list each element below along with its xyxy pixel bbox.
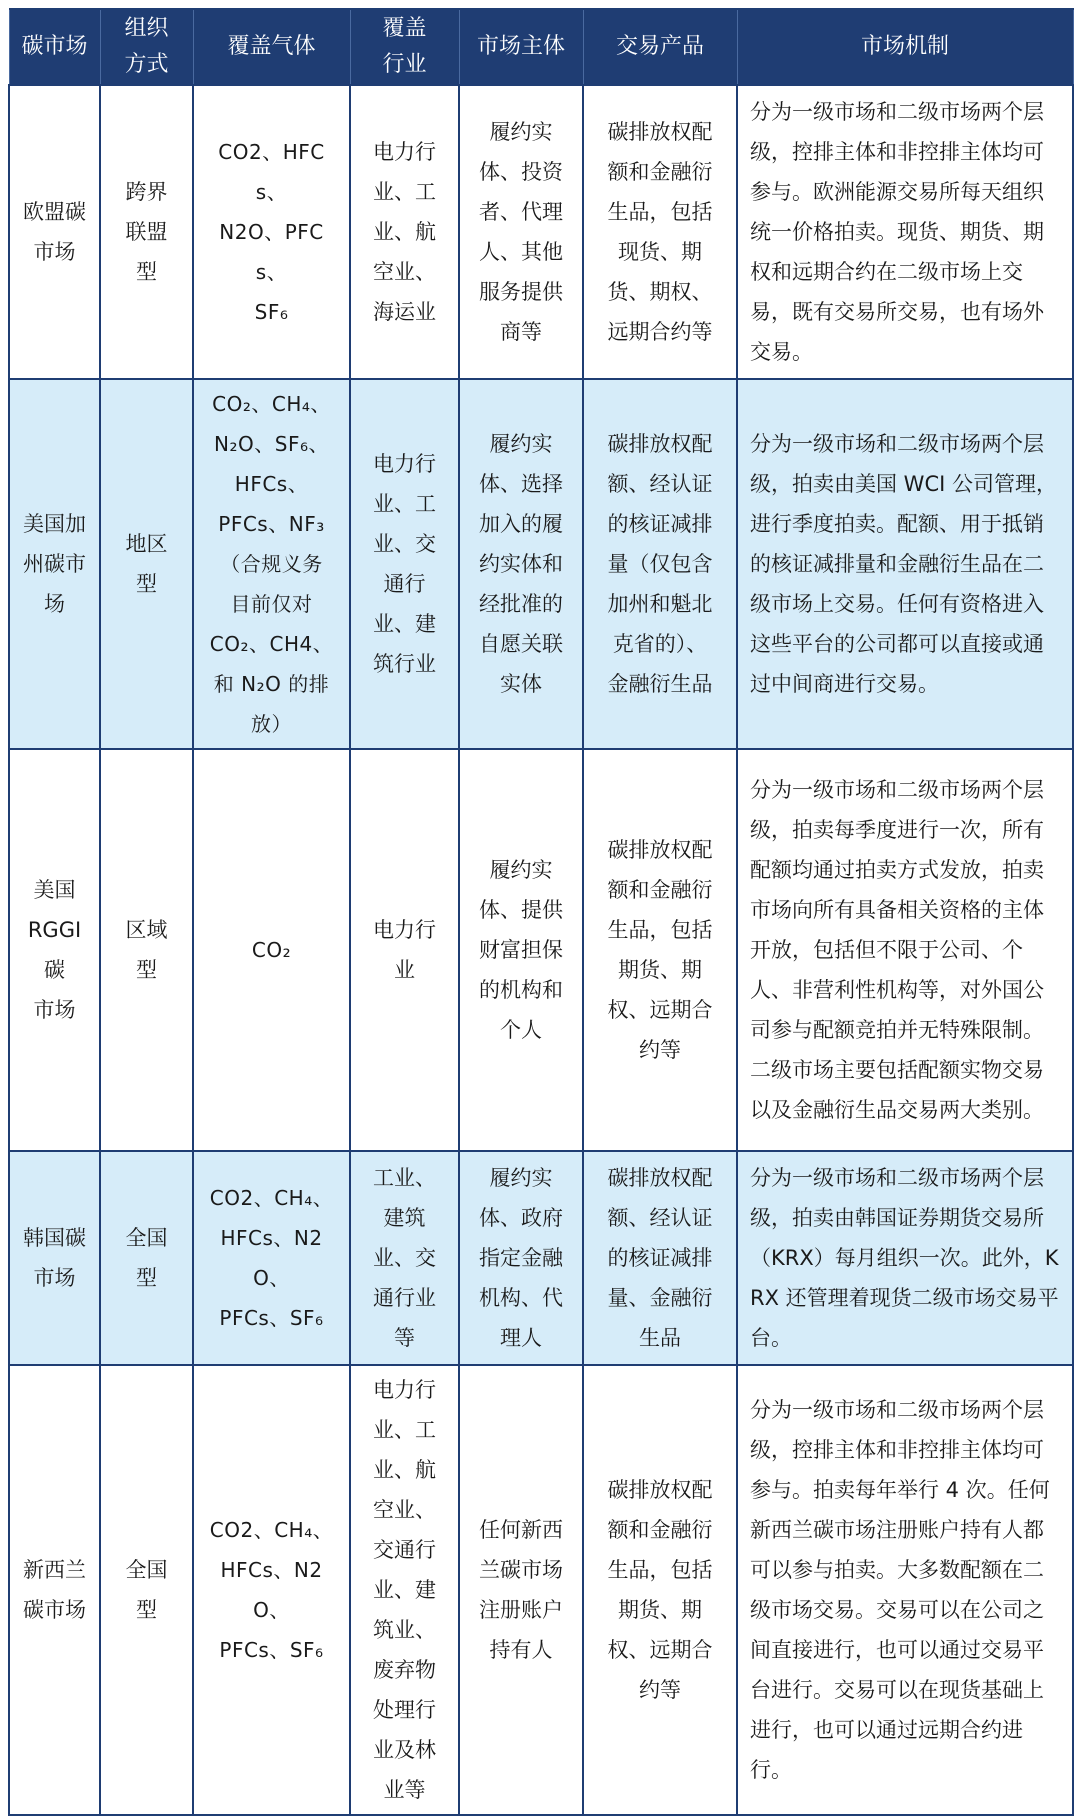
cell-mechanism: 分为一级市场和二级市场两个层级，控排主体和非控排主体均可参与。欧洲能源交易所每天组织统一价格拍卖。现货、期货、期权和远期合约在二级市场上交易，既有交易所交易，也有场外交易。 <box>737 85 1073 379</box>
carbon-market-comparison <box>8 8 1072 1816</box>
cell-market: 欧盟碳 市场 <box>9 85 100 379</box>
cell-gases: CO2、HFCs、 N2O、PFCs、 SF₆ <box>193 85 350 379</box>
cell-mechanism: 分为一级市场和二级市场两个层级，拍卖由美国 WCI 公司管理，进行季度拍卖。配额、用于抵销的核证减排量和金融衍生品在二级市场上交易。任何有资格进入这些平台的公司都可以直接或通过中间商进行交易。 <box>737 379 1073 749</box>
cell-gases: CO2、CH₄、 HFCs、N2O、 PFCs、SF₆ <box>193 1365 350 1815</box>
cell-industries: 电力行 业、工 业、交 通行 业、建 筑行业 <box>350 379 459 749</box>
cell-products: 碳排放权配 额、经认证 的核证减排 量、金融衍 生品 <box>583 1151 737 1365</box>
cell-industries: 电力行 业、工 业、航 空业、 海运业 <box>350 85 459 379</box>
cell-products: 碳排放权配 额和金融衍 生品，包括 期货、期 权、远期合 约等 <box>583 749 737 1151</box>
cell-market: 韩国碳 市场 <box>9 1151 100 1365</box>
cell-organization: 跨界 联盟 型 <box>100 85 193 379</box>
cell-participants: 履约实 体、投资 者、代理 人、其他 服务提供 商等 <box>459 85 583 379</box>
table-row <box>9 85 1073 379</box>
cell-market: 美国 RGGI 碳 市场 <box>9 749 100 1151</box>
header-gases: 覆盖气体 <box>193 9 350 85</box>
cell-industries: 工业、 建筑 业、交 通行业 等 <box>350 1151 459 1365</box>
cell-participants: 任何新西 兰碳市场 注册账户 持有人 <box>459 1365 583 1815</box>
cell-market: 新西兰 碳市场 <box>9 1365 100 1815</box>
cell-gases: CO2、CH₄、 HFCs、N2O、 PFCs、SF₆ <box>193 1151 350 1365</box>
header-products: 交易产品 <box>583 9 737 85</box>
cell-products: 碳排放权配 额和金融衍 生品，包括 期货、期 权、远期合 约等 <box>583 1365 737 1815</box>
cell-organization: 全国 型 <box>100 1151 193 1365</box>
cell-participants: 履约实 体、提供 财富担保 的机构和 个人 <box>459 749 583 1151</box>
cell-industries: 电力行 业、工 业、航 空业、 交通行 业、建 筑业、 废弃物 处理行 业及林 业等 <box>350 1365 459 1815</box>
cell-participants: 履约实 体、政府 指定金融 机构、代 理人 <box>459 1151 583 1365</box>
table-header <box>9 9 1073 85</box>
cell-gases: CO₂、CH₄、 N₂O、SF₆、 HFCs、 PFCs、NF₃ （合规义务 目前仅对 CO₂、CH4、 和 N₂O 的排 放） <box>193 379 350 749</box>
header-mechanism: 市场机制 <box>737 9 1073 85</box>
header-participants: 市场主体 <box>459 9 583 85</box>
table-row <box>9 1151 1073 1365</box>
header-organization: 组织 方式 <box>100 9 193 85</box>
cell-products: 碳排放权配 额、经认证 的核证减排 量（仅包含 加州和魁北 克省的）、 金融衍生品 <box>583 379 737 749</box>
cell-mechanism: 分为一级市场和二级市场两个层级，拍卖由韩国证券期货交易所（KRX）每月组织一次。此外，KRX 还管理着现货二级市场交易平台。 <box>737 1151 1073 1365</box>
carbon-market-table <box>8 8 1074 1816</box>
table-body <box>9 85 1073 1815</box>
cell-mechanism: 分为一级市场和二级市场两个层级，控排主体和非控排主体均可参与。拍卖每年举行 4 次。任何新西兰碳市场注册账户持有人都可以参与拍卖。大多数配额在二级市场交易。交易可以在公司之间直接进行，也可以通过交易平台进行。交易可以在现货基础上进行，也可以通过远期合约进行。 <box>737 1365 1073 1815</box>
table-row <box>9 1365 1073 1815</box>
cell-mechanism: 分为一级市场和二级市场两个层级，拍卖每季度进行一次，所有配额均通过拍卖方式发放，拍卖市场向所有具备相关资格的主体开放，包括但不限于公司、个人、非营利性机构等，对外国公司参与配额竞拍并无特殊限制。二级市场主要包括配额实物交易以及金融衍生品交易两大类别。 <box>737 749 1073 1151</box>
cell-products: 碳排放权配 额和金融衍 生品，包括 现货、期 货、期权、 远期合约等 <box>583 85 737 379</box>
cell-industries: 电力行 业 <box>350 749 459 1151</box>
cell-organization: 地区 型 <box>100 379 193 749</box>
cell-participants: 履约实 体、选择 加入的履 约实体和 经批准的 自愿关联 实体 <box>459 379 583 749</box>
table-row <box>9 749 1073 1151</box>
header-industries: 覆盖 行业 <box>350 9 459 85</box>
header-row <box>9 9 1073 85</box>
header-market: 碳市场 <box>9 9 100 85</box>
cell-organization: 区域 型 <box>100 749 193 1151</box>
cell-organization: 全国 型 <box>100 1365 193 1815</box>
cell-gases: CO₂ <box>193 749 350 1151</box>
table-row <box>9 379 1073 749</box>
cell-market: 美国加 州碳市 场 <box>9 379 100 749</box>
